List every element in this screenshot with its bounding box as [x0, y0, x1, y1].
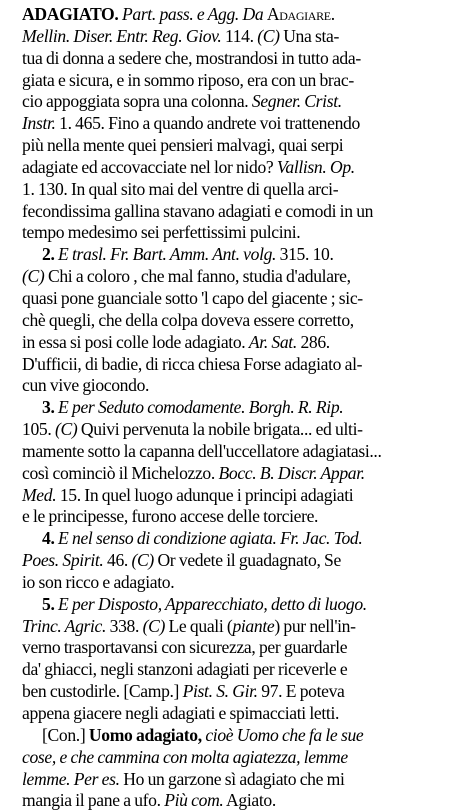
- text-line: [22, 725, 462, 747]
- text-run: 97. E poteva: [257, 681, 345, 702]
- text-run: Adagiare.: [266, 4, 335, 24]
- headword: ADAGIATO.: [22, 4, 119, 24]
- text-line: [22, 594, 462, 616]
- text-run: più nella mente quei pensieri malvagi, quai serpi: [22, 135, 344, 156]
- text-run: cun vive giocondo.: [22, 375, 150, 396]
- text-run: Uomo adagiato,: [88, 724, 202, 745]
- text-line: [22, 790, 462, 812]
- text-line: [22, 375, 462, 397]
- text-run: Instr.: [22, 113, 56, 134]
- text-run: 105.: [22, 419, 55, 440]
- text-line: [22, 681, 462, 703]
- text-line: [22, 91, 462, 113]
- text-run: Chi a coloro , che mal fanno, studia d'adulare,: [44, 266, 351, 287]
- text-run: tempo medesimo sei perfettissimi pulcini.: [22, 222, 301, 243]
- text-run: Segner. Crist.: [251, 91, 342, 112]
- text-run: mangia il pane a ufo.: [22, 790, 165, 811]
- text-run: 46.: [103, 550, 132, 571]
- text-line: [22, 222, 462, 244]
- text-line: [22, 463, 462, 485]
- text-run: cose, e che cammina con molta agiatezza,: [22, 746, 301, 767]
- text-run: 286.: [296, 331, 330, 352]
- text-run: Poes. Spirit.: [22, 550, 104, 571]
- text-line: [22, 4, 462, 26]
- text-run: 15. In quel luogo adunque i principi adagiati: [56, 484, 354, 505]
- text-line: [22, 48, 462, 70]
- text-line: [22, 397, 462, 419]
- text-run: 3.: [42, 397, 59, 418]
- text-run: Med.: [22, 484, 57, 505]
- text-run: quasi pone guanciale sotto 'l capo del giacente ; sic-: [22, 287, 363, 308]
- text-run: 1. 130. In qual sito mai del ventre di quella arci-: [22, 178, 339, 199]
- text-run: da' ghiacci, negli stanzoni adagiati per riceverle e: [22, 659, 348, 680]
- text-run: E per Seduto comodamente. Borgh. R. Rip.: [58, 397, 344, 418]
- text-run: 2.: [42, 244, 59, 265]
- text-line: [22, 659, 462, 681]
- text-line: [22, 572, 462, 594]
- text-run: Le quali (: [164, 615, 233, 636]
- text-run: 1. 465. Fino a quando andrete voi trattenendo: [55, 113, 360, 134]
- text-run: Pist. S. Gir.: [182, 681, 258, 702]
- text-line: [22, 332, 462, 354]
- text-run: Bocc. B. Discr. Appar.: [218, 462, 365, 483]
- text-run: Quivi pervenuta la nobile brigata... ed ulti-: [77, 419, 363, 440]
- text-run: E nel senso di condizione agiata. Fr. Jac. Tod.: [58, 528, 363, 549]
- text-run: (C): [131, 550, 154, 571]
- text-line: [22, 506, 462, 528]
- text-run: Ar. Sat.: [248, 331, 297, 352]
- text-line: [22, 528, 462, 550]
- text-run: in essa si posi colle lode adagiato.: [22, 331, 249, 352]
- text-run: [Con.]: [42, 724, 89, 745]
- text-run: lemme: [303, 746, 348, 767]
- text-run: (C): [257, 25, 280, 46]
- text-line: [22, 179, 462, 201]
- text-line: [22, 441, 462, 463]
- text-run: fecondissima gallina stavano adagiati e comodi in un: [22, 200, 374, 221]
- text-run: Agiato.: [223, 790, 276, 811]
- dictionary-entry: [22, 4, 462, 812]
- text-line: [22, 703, 462, 725]
- text-line: [22, 616, 462, 638]
- text-line: [22, 70, 462, 92]
- text-line: [22, 310, 462, 332]
- text-line: [22, 288, 462, 310]
- text-run: 114.: [221, 25, 258, 46]
- text-run: Mellin. Diser. Entr. Reg. Giov.: [22, 25, 222, 46]
- text-run: 315. 10.: [276, 244, 334, 265]
- text-run: lemme. Per es.: [22, 768, 120, 789]
- text-run: adagiate ed accovacciate nel lor nido?: [22, 156, 277, 177]
- text-run: (C): [142, 615, 165, 636]
- text-run: ) pur nell'in-: [274, 615, 356, 636]
- text-run: 5.: [42, 593, 59, 614]
- text-run: tua di donna a sedere che, mostrandosi in tutto ada-: [22, 47, 361, 68]
- text-run: (C): [22, 266, 45, 287]
- text-run: piante: [232, 615, 275, 636]
- text-run: cioè Uomo che fa le sue: [205, 724, 364, 745]
- text-line: [22, 266, 462, 288]
- text-line: [22, 747, 462, 769]
- text-run: E trasl. Fr. Bart. Amm. Ant. volg.: [58, 244, 277, 265]
- text-run: e le principesse, furono accese delle torciere.: [22, 506, 319, 527]
- text-run: cio appoggiata sopra una colonna.: [22, 91, 252, 112]
- text-line: [22, 157, 462, 179]
- text-line: [22, 135, 462, 157]
- text-run: Una sta-: [279, 25, 340, 46]
- text-run: 338.: [106, 615, 143, 636]
- text-run: (C): [54, 419, 78, 440]
- text-run: E per Disposto, Apparecchiato, detto di luogo.: [58, 593, 367, 614]
- text-line: [22, 201, 462, 223]
- text-line: [22, 354, 462, 376]
- text-run: verno trasportavansi con sicurezza, per guardarle: [22, 637, 348, 658]
- text-run: mamente sotto la capanna dell'uccellatore adagiatasi...: [22, 440, 382, 461]
- text-line: [22, 769, 462, 791]
- text-run: Vallisn. Op.: [276, 156, 355, 177]
- text-line: [22, 419, 462, 441]
- text-line: [22, 550, 462, 572]
- text-run: Più com.: [164, 790, 224, 811]
- text-run: D'ufficii, di badie, di ricca chiesa Forse adagiato al-: [22, 353, 363, 374]
- text-run: Part. pass. e Agg. Da: [121, 4, 267, 24]
- text-run: 4.: [42, 528, 59, 549]
- text-run: Trinc. Agric.: [22, 615, 107, 636]
- text-run: chè quegli, che della colpa doveva essere corretto,: [22, 309, 354, 330]
- text-line: [22, 26, 462, 48]
- text-run: così cominciò il Michelozzo.: [22, 462, 219, 483]
- text-line: [22, 113, 462, 135]
- text-run: ben custodirle. [Camp.]: [22, 681, 183, 702]
- text-run: appena giacere negli adagiati e spimacciati letti.: [22, 703, 340, 723]
- text-line: [22, 637, 462, 659]
- text-run: Or vedete il guadagnato, Se: [153, 550, 341, 571]
- text-run: Ho un garzone sì adagiato che mi: [119, 768, 345, 789]
- text-run: io son ricco e adagiato.: [22, 571, 175, 592]
- text-run: giata e sicura, e in sommo riposo, era con un brac-: [22, 69, 354, 90]
- text-line: [22, 485, 462, 507]
- text-line: [22, 244, 462, 266]
